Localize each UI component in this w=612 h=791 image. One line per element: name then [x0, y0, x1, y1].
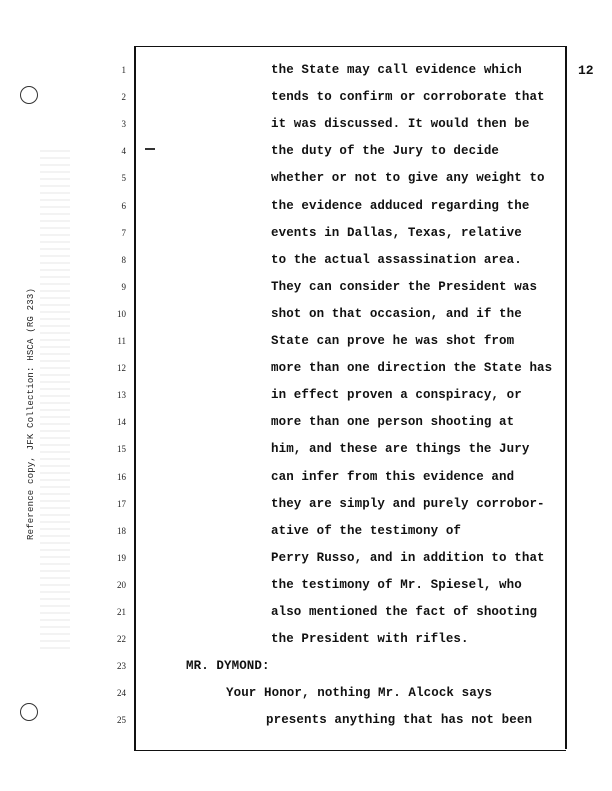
line-number: 4: [121, 146, 126, 157]
transcript-line: they are simply and purely corrobor-: [271, 496, 545, 511]
transcript-line: the State may call evidence which: [271, 63, 522, 77]
transcript-line: also mentioned the fact of shooting: [271, 605, 538, 619]
transcript-line: State can prove he was shot from: [271, 334, 515, 348]
transcript-line: more than one person shooting at: [271, 415, 515, 430]
line-number: 3: [121, 119, 126, 130]
transcript-line: the duty of the Jury to decide: [271, 144, 500, 159]
line-number: 20: [117, 579, 126, 590]
transcript-line: it was discussed. It would then be: [271, 117, 530, 132]
transcript-line: can infer from this evidence and: [271, 469, 515, 484]
archive-stamp: Reference copy, JFK Collection: HSCA (RG 233): [26, 287, 36, 540]
line-number: 12: [117, 363, 126, 374]
transcript-line: ative of the testimony of: [271, 523, 462, 538]
transcript-line: the testimony of Mr. Spiesel, who: [271, 577, 522, 592]
transcript-line: him, and these are things the Jury: [271, 442, 530, 457]
line-number: 24: [117, 688, 126, 699]
scan-speckle: [40, 150, 70, 650]
line-number: 23: [117, 661, 126, 672]
line-number: 16: [117, 471, 126, 482]
line-number: 22: [117, 634, 126, 645]
line-number: 6: [121, 200, 126, 211]
transcript-line: tends to confirm or corroborate that: [271, 90, 545, 105]
line-number: 10: [117, 308, 126, 319]
line-number: 14: [117, 417, 126, 428]
transcript-line: Perry Russo, and in addition to that: [271, 550, 545, 565]
line-number: 13: [117, 390, 126, 401]
line-number: 9: [121, 281, 126, 292]
line-number: 2: [121, 92, 126, 103]
transcript-line: the President with rifles.: [271, 632, 469, 647]
transcript-line: more than one direction the State has: [271, 361, 553, 376]
line-number: 11: [117, 336, 126, 346]
line-number: 1: [121, 65, 126, 75]
transcript-line: They can consider the President was: [271, 279, 538, 294]
transcript-line: Your Honor, nothing Mr. Alcock says: [226, 686, 493, 701]
line-number: 15: [117, 444, 126, 455]
line-number: 17: [117, 498, 126, 509]
line-number: 19: [117, 552, 126, 563]
transcript-line: to the actual assassination area.: [271, 252, 522, 267]
transcript-line: in effect proven a conspiracy, or: [271, 388, 522, 403]
line-number: 8: [121, 254, 126, 265]
transcript-line: whether or not to give any weight to: [271, 171, 545, 186]
transcript-line: the evidence adduced regarding the: [271, 198, 530, 213]
line-number: 18: [117, 525, 126, 536]
margin-dash: [145, 148, 155, 150]
line-number: 7: [121, 227, 126, 238]
line-number: 21: [117, 607, 126, 617]
punch-hole-top: [20, 86, 38, 104]
page-number: 12: [578, 63, 594, 78]
transcript-line: events in Dallas, Texas, relative: [271, 225, 522, 240]
speaker-label: MR. DYMOND:: [186, 659, 270, 674]
line-number: 5: [121, 173, 126, 184]
punch-hole-bottom: [20, 703, 38, 721]
transcript-line: presents anything that has not been: [266, 713, 533, 728]
transcript-line: shot on that occasion, and if the: [271, 306, 522, 321]
line-number: 25: [117, 715, 126, 726]
right-margin-rule: [565, 46, 567, 749]
